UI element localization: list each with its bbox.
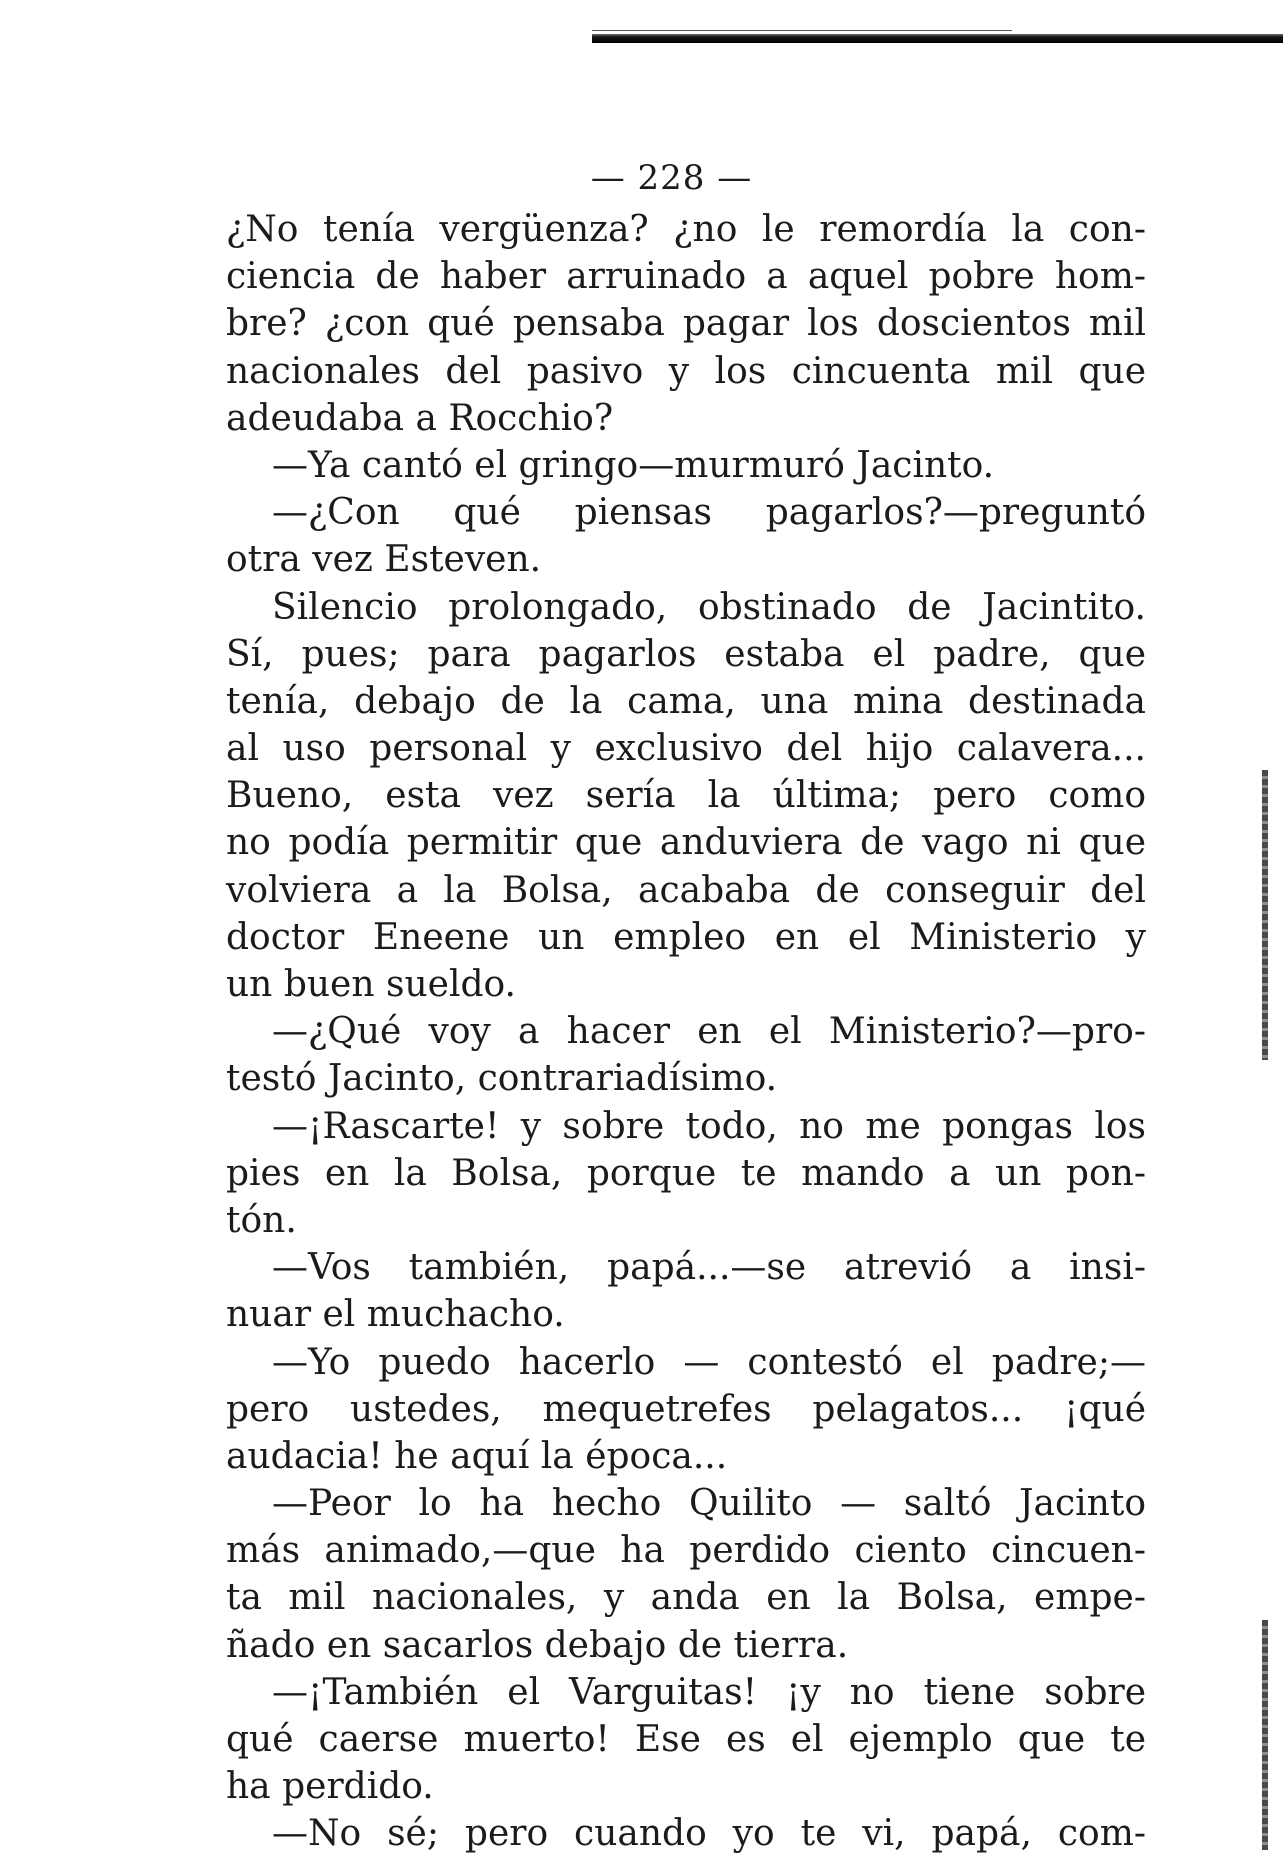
text-line: nacionales del pasivo y los cincuenta mil que	[226, 350, 1146, 392]
scan-edge-mark	[1262, 770, 1268, 1060]
text-line: —¿Con qué piensas pagarlos?—preguntó	[272, 492, 1146, 534]
text-line: nuar el muchacho.	[226, 1294, 565, 1336]
text-line: ¿No tenía vergüenza? ¿no le remordía la con-	[226, 209, 1146, 250]
top-rule-thin	[592, 30, 1012, 31]
text-line: audacia! he aquí la época...	[226, 1435, 728, 1477]
text-line: no podía permitir que anduviera de vago ni que	[226, 822, 1146, 864]
text-line: Bueno, esta vez sería la última; pero como	[226, 775, 1146, 817]
text-line: volviera a la Bolsa, acababa de conseguir del	[226, 869, 1146, 911]
text-line: Silencio prolongado, obstinado de Jacintito.	[272, 586, 1146, 628]
text-line: doctor Eneene un empleo en el Ministerio y	[226, 916, 1146, 958]
text-line: ta mil nacionales, y anda en la Bolsa, empe-	[226, 1577, 1146, 1619]
text-line: —Peor lo ha hecho Quilito — saltó Jacinto	[272, 1483, 1146, 1525]
text-line: —¡También el Varguitas! ¡y no tiene sobre	[272, 1671, 1146, 1713]
page-body-text	[226, 206, 1146, 1858]
text-line: —No sé; pero cuando yo te vi, papá, com-	[272, 1813, 1146, 1855]
text-line: ha perdido.	[226, 1766, 434, 1808]
text-line: tenía, debajo de la cama, una mina destinada	[226, 680, 1146, 722]
text-line: testó Jacinto, contrariadísimo.	[226, 1058, 778, 1100]
text-line: —Yo puedo hacerlo — contestó el padre;—	[272, 1341, 1146, 1383]
text-line: —¡Rascarte! y sobre todo, no me pongas los	[272, 1105, 1146, 1147]
text-line: adeudaba a Rocchio?	[226, 397, 614, 439]
text-line: pies en la Bolsa, porque te mando a un pon-	[226, 1152, 1146, 1194]
text-line: tón.	[226, 1199, 297, 1241]
text-line: bre? ¿con qué pensaba pagar los doscientos mil	[226, 303, 1146, 345]
text-line: ciencia de haber arruinado a aquel pobre hom-	[226, 256, 1146, 298]
top-rule	[592, 34, 1283, 43]
text-line: un buen sueldo.	[226, 964, 516, 1005]
text-line: pero ustedes, mequetrefes pelagatos... ¡qué	[226, 1388, 1146, 1430]
text-line: más animado,—que ha perdido ciento cincuen-	[226, 1530, 1146, 1572]
text-line: Sí, pues; para pagarlos estaba el padre, que	[226, 633, 1146, 675]
text-line: al uso personal y exclusivo del hijo calavera...	[226, 728, 1146, 770]
text-line: ñado en sacarlos debajo de tierra.	[226, 1624, 849, 1666]
text-line: otra vez Esteven.	[226, 539, 542, 581]
text-line: —Ya cantó el gringo—murmuró Jacinto.	[272, 444, 995, 486]
text-line: qué caerse muerto! Ese es el ejemplo que te	[226, 1719, 1146, 1760]
page-number: — 228 —	[590, 158, 753, 198]
scan-edge-mark-lower	[1262, 1620, 1268, 1850]
text-line: —¿Qué voy a hacer en el Ministerio?—pro-	[272, 1011, 1146, 1053]
text-line: —Vos también, papá...—se atrevió a insi-	[272, 1247, 1146, 1289]
